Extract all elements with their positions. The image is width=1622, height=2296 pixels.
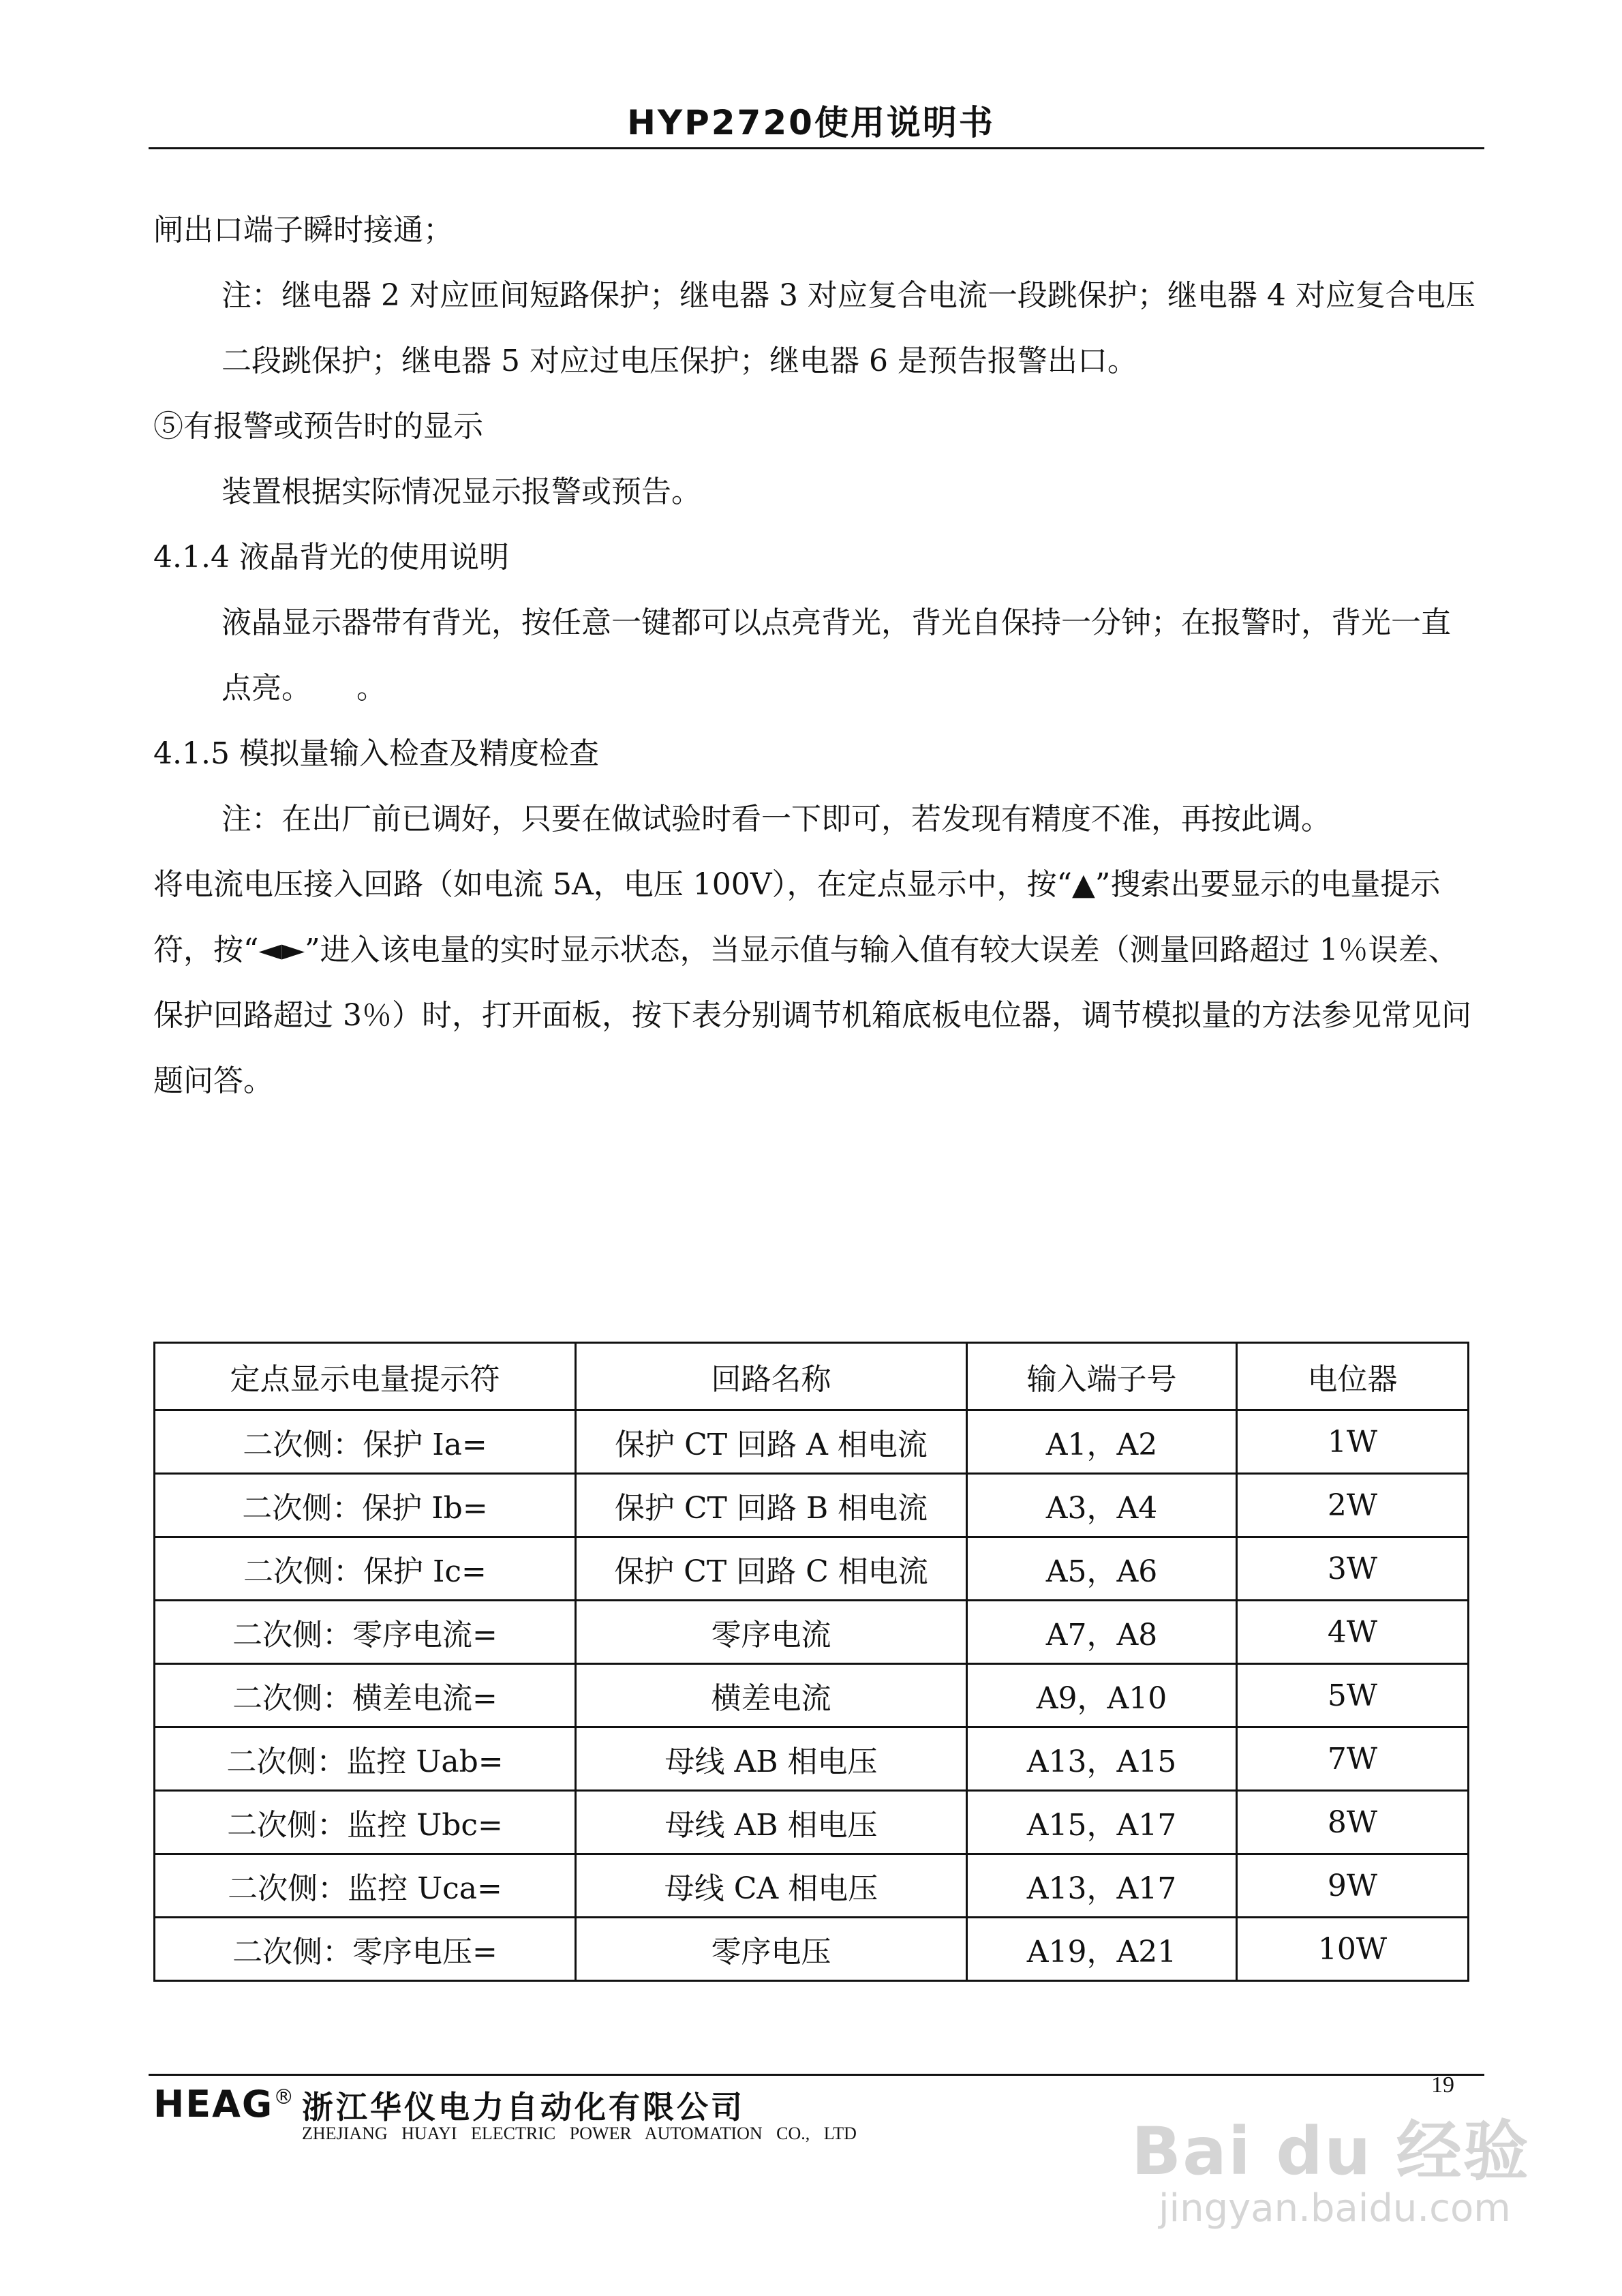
table-row: [155, 1854, 1469, 1918]
cell-potentiometer: 7W: [1237, 1727, 1469, 1791]
table-row: [155, 1474, 1469, 1537]
cell-terminals: A3，A4: [967, 1474, 1237, 1537]
table-row: [155, 1410, 1469, 1474]
table-row: [155, 1601, 1469, 1664]
heading-4-1-4: 4.1.4 液晶背光的使用说明: [153, 540, 509, 575]
cell-circuit: 母线 CA 相电压: [576, 1854, 967, 1918]
cell-indicator: 二次侧：保护 Ib=: [155, 1474, 576, 1537]
terminal-table: [153, 1342, 1469, 1982]
company-name-en: ZHEJIANG HUAYI ELECTRIC POWER AUTOMATION CO., LTD: [302, 2124, 857, 2143]
paragraph-calibration: 将电流电压接入回路（如电流 5A，电压 100V），在定点显示中，按“▲”搜索出要显示的电量提示符，按“◄►”进入该电量的实时显示状态，当显示值与输入值有较大误差（测量回路超过 1％误差、保护回路超过 3％）时，打开面板，按下表分别调节机箱底板电位器，调节模拟量的方法参见常见问题问答。: [153, 867, 1471, 1098]
calibration-note: 注：在出厂前已调好，只要在做试验时看一下即可，若发现有精度不准，再按此调。: [221, 802, 1331, 836]
cell-potentiometer: 3W: [1237, 1537, 1469, 1601]
cell-indicator: 二次侧：保护 Ia=: [155, 1410, 576, 1474]
cell-circuit: 母线 AB 相电压: [576, 1791, 967, 1854]
cell-circuit: 零序电流: [576, 1601, 967, 1664]
cell-potentiometer: 4W: [1237, 1601, 1469, 1664]
company-name-cn: 浙江华仪电力自动化有限公司: [302, 2089, 745, 2126]
cell-potentiometer: 2W: [1237, 1474, 1469, 1537]
cell-indicator: 二次侧：监控 Uca=: [155, 1854, 576, 1918]
cell-terminals: A19，A21: [967, 1918, 1237, 1981]
watermark-url: jingyan.baidu.com: [1159, 2186, 1511, 2231]
cell-indicator: 二次侧：横差电流=: [155, 1664, 576, 1727]
header-cell: 回路名称: [576, 1343, 967, 1410]
registered-mark: ®: [273, 2085, 296, 2109]
cell-circuit: 保护 CT 回路 A 相电流: [576, 1410, 967, 1474]
cell-circuit: 横差电流: [576, 1664, 967, 1727]
paragraph-1: 闸出口端子瞬时接通；: [153, 213, 453, 247]
cell-potentiometer: 10W: [1237, 1918, 1469, 1981]
baidu-watermark: [1131, 2100, 1530, 2231]
header-divider: [149, 147, 1484, 149]
paragraph-backlight: 液晶显示器带有背光，按任意一键都可以点亮背光，背光自保持一分钟；在报警时，背光一直点亮。 。: [221, 605, 1451, 706]
table-row: [155, 1791, 1469, 1854]
brand-logo: [153, 2083, 295, 2126]
cell-circuit: 母线 AB 相电压: [576, 1727, 967, 1791]
header-cell: 定点显示电量提示符: [155, 1343, 576, 1410]
cell-terminals: A9，A10: [967, 1664, 1237, 1727]
cell-indicator: 二次侧：监控 Ubc=: [155, 1791, 576, 1854]
table-header-row: [155, 1343, 1469, 1410]
cell-indicator: 二次侧：保护 Ic=: [155, 1537, 576, 1601]
table-row: [155, 1918, 1469, 1981]
body-text: [153, 198, 1475, 1114]
brand-name: HEAG: [153, 2083, 274, 2126]
cell-potentiometer: 8W: [1237, 1791, 1469, 1854]
cell-circuit: 零序电压: [576, 1918, 967, 1981]
document-title: HYP2720使用说明书: [627, 103, 995, 142]
cell-circuit: 保护 CT 回路 C 相电流: [576, 1537, 967, 1601]
header-cell: 电位器: [1237, 1343, 1469, 1410]
page-number: 19: [1431, 2072, 1454, 2098]
footer-divider: [149, 2074, 1484, 2076]
cell-terminals: A7，A8: [967, 1601, 1237, 1664]
cell-indicator: 二次侧：零序电压=: [155, 1918, 576, 1981]
cell-circuit: 保护 CT 回路 B 相电流: [576, 1474, 967, 1537]
table-row: [155, 1727, 1469, 1791]
watermark-logo: Bai du 经验: [1131, 2113, 1530, 2190]
cell-terminals: A5，A6: [967, 1537, 1237, 1601]
cell-potentiometer: 9W: [1237, 1854, 1469, 1918]
paragraph-alarm: 装置根据实际情况显示报警或预告。: [221, 474, 701, 509]
cell-potentiometer: 5W: [1237, 1664, 1469, 1727]
cell-terminals: A1，A2: [967, 1410, 1237, 1474]
cell-terminals: A13，A15: [967, 1727, 1237, 1791]
header-cell: 输入端子号: [967, 1343, 1237, 1410]
table-row: [155, 1664, 1469, 1727]
heading-4-1-5: 4.1.5 模拟量输入检查及精度检查: [153, 736, 599, 771]
section-alarm-display: ⑤有报警或预告时的显示: [153, 409, 483, 444]
cell-terminals: A15，A17: [967, 1791, 1237, 1854]
table-row: [155, 1537, 1469, 1601]
cell-indicator: 二次侧：监控 Uab=: [155, 1727, 576, 1791]
relay-note: 注：继电器 2 对应匝间短路保护；继电器 3 对应复合电流一段跳保护；继电器 4 对应复合电压二段跳保护；继电器 5 对应过电压保护；继电器 6 是预告报警出口。: [221, 278, 1475, 378]
cell-indicator: 二次侧：零序电流=: [155, 1601, 576, 1664]
cell-terminals: A13，A17: [967, 1854, 1237, 1918]
cell-potentiometer: 1W: [1237, 1410, 1469, 1474]
